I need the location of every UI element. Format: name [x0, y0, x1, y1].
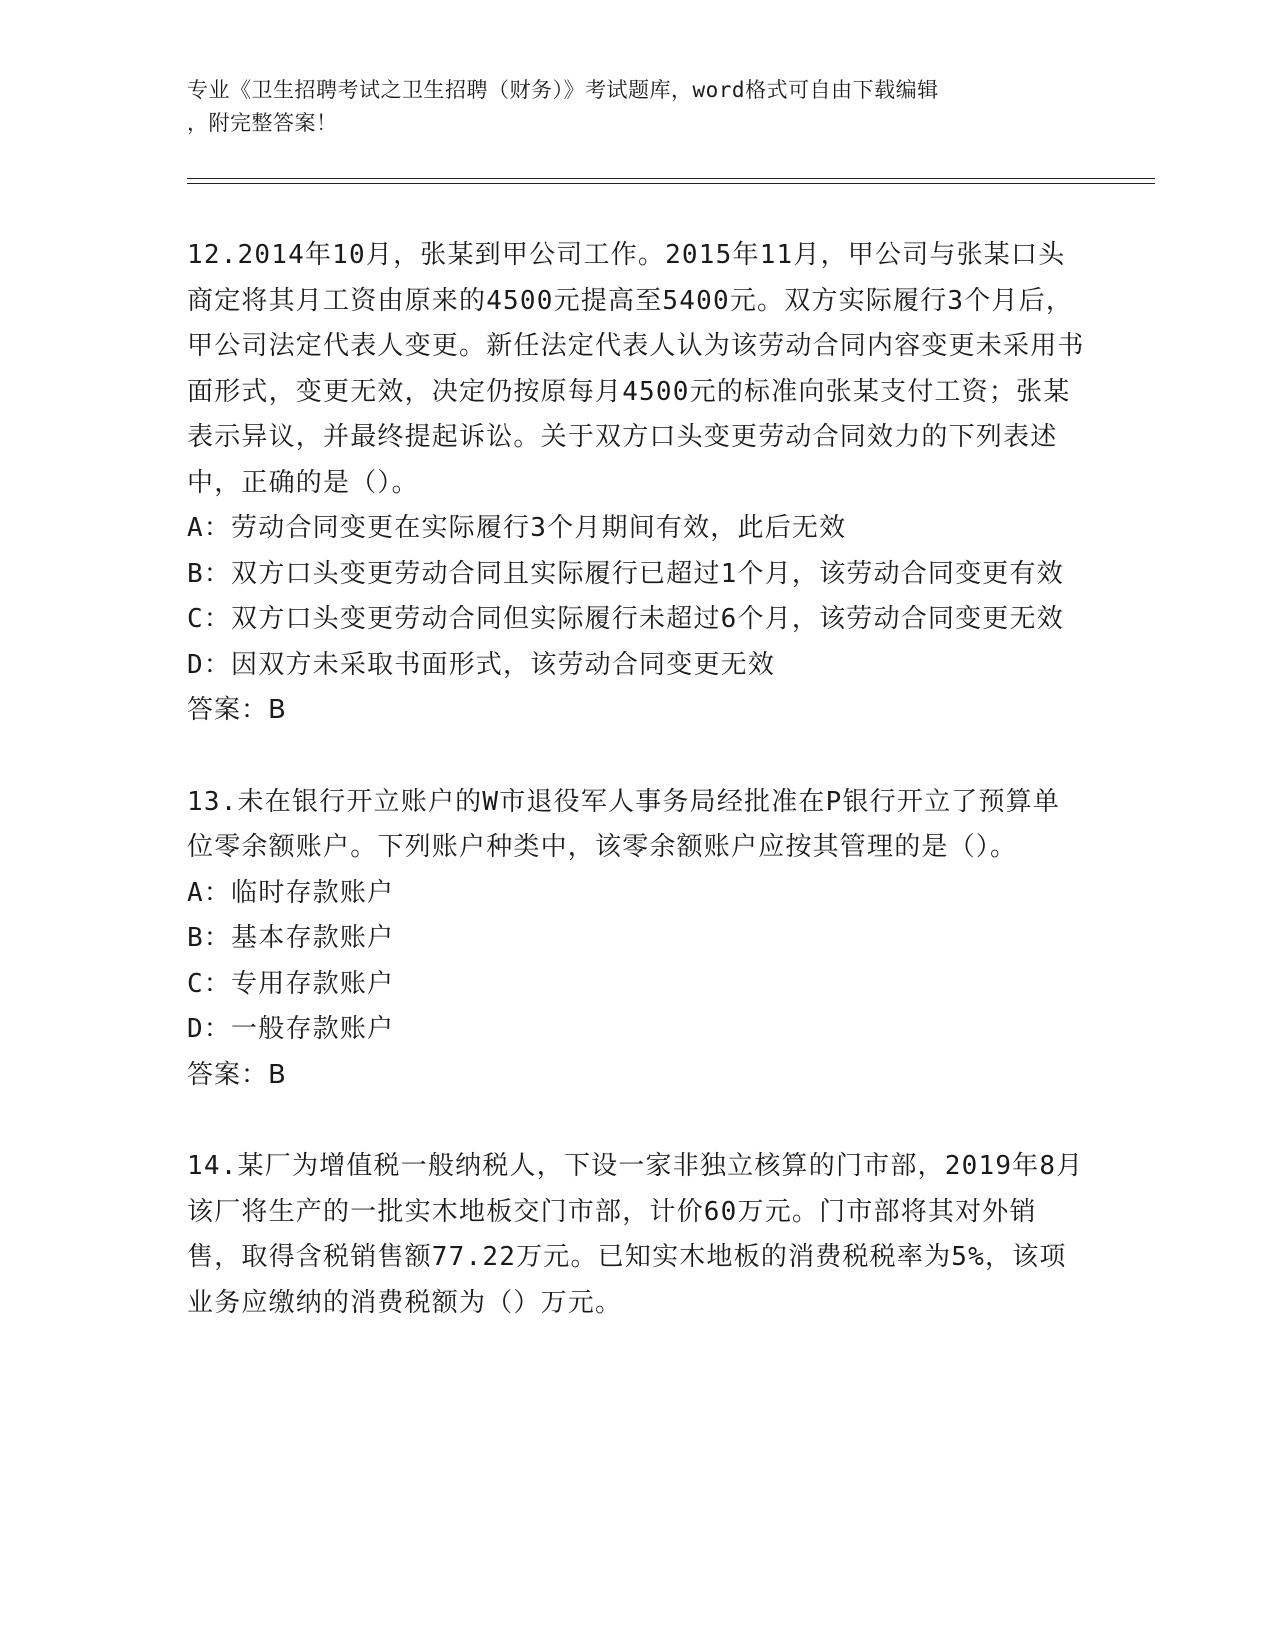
question-stem: 14.某厂为增值税一般纳税人，下设一家非独立核算的门市部，2019年8月该厂将生产的一批实木地板交门市部，计价60万元。门市部将其对外销售，取得含税销售额77.22万元。已知实木地板的消费税税率为5%，该项业务应缴纳的消费税额为（）万元。: [187, 1151, 1084, 1318]
page-header: [187, 74, 1087, 140]
option-list: [187, 506, 1087, 688]
answer: 答案：B: [187, 695, 287, 725]
header-divider-top: [187, 178, 1155, 179]
option-b: B：双方口头变更劳动合同且实际履行已超过1个月，该劳动合同变更有效: [187, 558, 1064, 589]
option-b: B：基本存款账户: [187, 923, 395, 953]
header-line-1: 专业《卫生招聘考试之卫生招聘（财务）》考试题库，word格式可自由下载编辑: [187, 78, 939, 102]
question-list: [187, 233, 1087, 1372]
question-stem: 13.未在银行开立账户的W市退役军人事务局经批准在P银行开立了预算单位零余额账户。下列账户种类中，该零余额账户应按其管理的是（）。: [187, 786, 1061, 862]
question-14: [187, 1144, 1087, 1326]
option-a: A：劳动合同变更在实际履行3个月期间有效，此后无效: [187, 513, 847, 543]
option-a: A：临时存款账户: [187, 877, 395, 908]
header-divider-bottom: [187, 183, 1155, 184]
answer: 答案：B: [187, 1059, 287, 1090]
question-stem: 12.2014年10月，张某到甲公司工作。2015年11月，甲公司与张某口头商定将其月工资由原来的4500元提高至5400元。双方实际履行3个月后，甲公司法定代表人变更。新任法定代表人认为该劳动合同内容变更未采用书面形式，变更无效，决定仍按原每月4500元的标准向张某支付工资；张某表示异议，并最终提起诉讼。关于双方口头变更劳动合同效力的下列表述中，正确的是（）。: [187, 240, 1085, 498]
option-d: D：一般存款账户: [187, 1014, 395, 1044]
question-12: [187, 233, 1087, 734]
option-c: C：专用存款账户: [187, 968, 395, 999]
option-list: [187, 871, 1087, 1053]
option-c: C：双方口头变更劳动合同但实际履行未超过6个月，该劳动合同变更无效: [187, 604, 1064, 634]
header-line-2: ，附完整答案！: [187, 111, 338, 135]
question-13: [187, 780, 1087, 1099]
option-d: D：因双方未采取书面形式，该劳动合同变更无效: [187, 649, 776, 680]
